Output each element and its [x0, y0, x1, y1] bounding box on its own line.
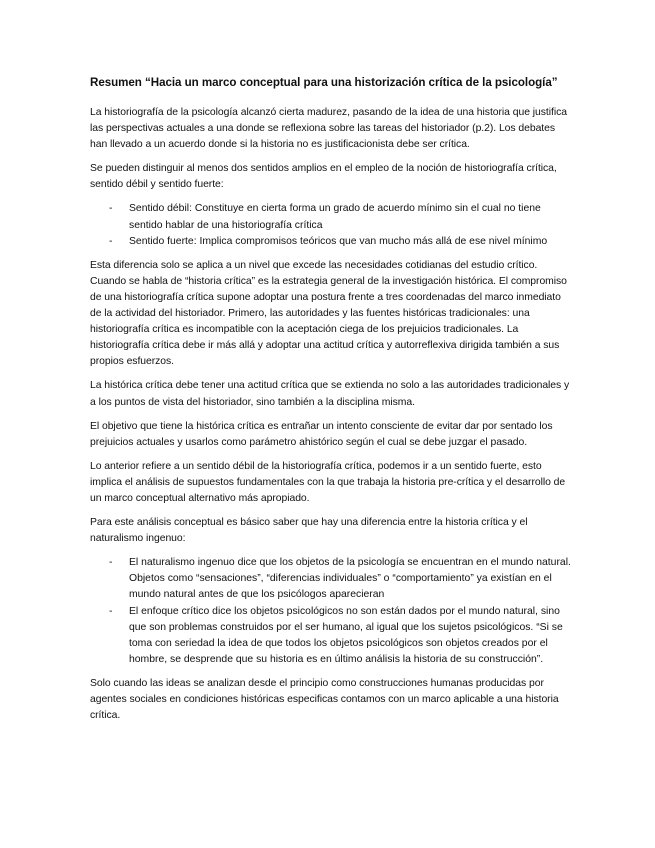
- list-item: [90, 201, 573, 233]
- list-item: [90, 604, 573, 668]
- paragraph-objective: El objetivo que tiene la histórica crítica es entrañar un intento consciente de evitar dar por sentado los prejuicios actuales y usarlos como parámetro ahistórico según el cual se debe juzgar el pasado.: [90, 420, 553, 448]
- dash-bullet: -: [109, 605, 113, 617]
- list-item: [90, 555, 573, 603]
- paragraph-strong-sense: Lo anterior refiere a un sentido débil de la historiografía crítica, podemos ir a un sentido fuerte, esto implica el análisis de supuestos fundamentales con la que trabaja la historia pre-crítica y el desarrollo de un marco conceptual alternativo más apropiado.: [90, 460, 566, 504]
- document-title: Resumen “Hacia un marco conceptual para una historización crítica de la psicología”: [90, 76, 558, 89]
- list-item-text: El enfoque crítico dice los objetos psicológicos no son están dados por el mundo natural, sino que son problemas construidos por el ser humano, al igual que los sujetos psicológicos. “Si se toma con seriedad la idea de que todos los objetos psicológicos son objetos creados por el hombre, se desprende que su historia es en último análisis la historia de su construcción”.: [129, 605, 563, 665]
- list-item: [90, 234, 573, 250]
- dash-bullet: -: [109, 203, 113, 215]
- senses-list: [90, 201, 573, 249]
- paragraph-naturalism: Para este análisis conceptual es básico saber que hay una diferencia entre la historia crítica y el naturalismo ingenuo:: [90, 517, 528, 545]
- list-item-text: El naturalismo ingenuo dice que los objetos de la psicología se encuentran en el mundo natural. Objetos como “sensaciones”, “diferencias individuales” o “comportamiento” ya existían en el mundo natural antes de que los psicólogos aparecieran: [129, 557, 571, 601]
- list-item-text: Sentido débil: Constituye en cierta forma un grado de acuerdo mínimo sin el cual no tiene sentido hablar de una historiografía crítica: [129, 203, 541, 231]
- dash-bullet: -: [109, 557, 113, 569]
- paragraph-difference: Esta diferencia solo se aplica a un nivel que excede las necesidades cotidianas del estudio crítico. Cuando se habla de “historia crítica” es la estrategia general de la investigación histórica. El compromiso de una historiografía crítica supone adoptar una postura frente a tres coordenadas del marco inmediato de la actividad del historiador. Primero, las autoridades y las fuentes históricas tradicionales: una historiografía crítica es incompatible con la aceptación ciega de los prejuicios tradicionales. La historiografía crítica debe ir más allá y adoptar una actitud crítica y autorreflexiva dirigida también a sus propios esfuerzos.: [90, 259, 567, 368]
- paragraph-conclusion: Solo cuando las ideas se analizan desde el principio como construcciones humanas producidas por agentes sociales en condiciones históricas especificas contamos con un marco aplicable a una historia crítica.: [90, 677, 559, 722]
- list-item-text: Sentido fuerte: Implica compromisos teóricos que van mucho más allá de ese nivel mínimo: [129, 235, 548, 247]
- paragraph-senses: Se pueden distinguir al menos dos sentidos amplios en el empleo de la noción de historiografía crítica, sentido débil y sentido fuerte:: [90, 163, 557, 191]
- naturalism-list: [90, 555, 573, 668]
- paragraph-critical-attitude: La histórica crítica debe tener una actitud crítica que se extienda no solo a las autoridades tradicionales y a los puntos de vista del historiador, sino también a la disciplina misma.: [90, 380, 570, 408]
- dash-bullet: -: [109, 235, 113, 247]
- paragraph-intro: La historiografía de la psicología alcanzó cierta madurez, pasando de la idea de una historia que justifica las perspectivas actuales a una donde se reflexiona sobre las tareas del historiador (p.2). Los debates han llevado a un acuerdo donde si la historia no es justificacionista debe ser crítica.: [90, 107, 567, 151]
